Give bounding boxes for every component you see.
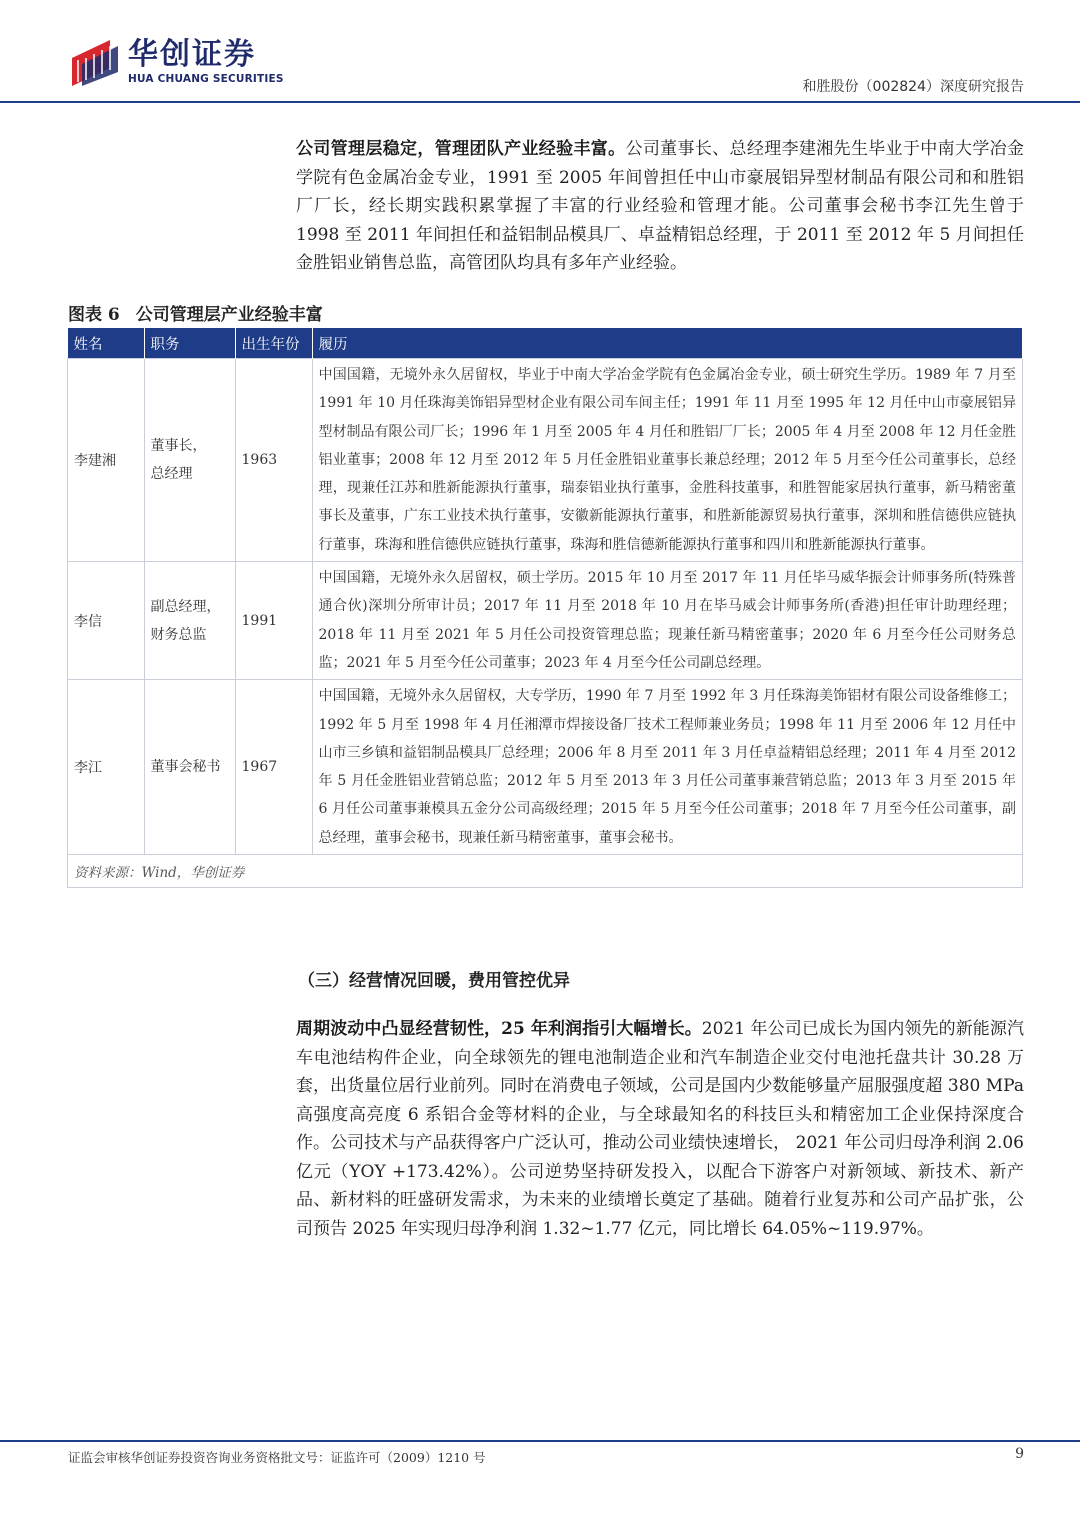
figure-caption: 公司管理层产业经验丰富: [135, 305, 323, 325]
logo-text-en: HUA CHUANG SECURITIES: [128, 73, 284, 85]
cell-resume: 中国国籍，无境外永久居留权，大专学历，1990 年 7 月至 1992 年 3 月任珠海美饰铝材有限公司设备维修工；1992 年 5 月至 1998 年 4 月任湘潭市焊接设备厂技术工程师兼业务员；1998 年 11 月至 2006 年 12 月任中山市三乡镇和益铝制品模具厂总经理；2006 年 8 月至 2011 年 3 月任卓益精铝总经理；2011 年 4 月至 2012 年 5 月任金胜铝业营销总监；2012 年 5 月至 2013 年 3 月任公司董事兼营销总监；2013 年 3 月至 2015 年 6 月任公司董事兼模具五金分公司高级经理；2015 年 5 月至今任公司董事；2018 年 7 月至今任公司董事，副总经理，董事会秘书，现兼任新马精密董事，董事会秘书。: [312, 680, 1023, 855]
footer-divider: [0, 1440, 1080, 1442]
header-name: 姓名: [68, 328, 145, 359]
source-row: [68, 855, 1023, 888]
intro-body: 公司董事长、总经理李建湘先生毕业于中南大学冶金学院有色金属冶金专业，1991 至 2005 年间曾担任中山市豪展铝异型材制品有限公司和和胜铝厂厂长，经长期实践积累掌握了丰富的行业经验和管理才能。公司董事会秘书李江先生曾于 1998 至 2011 年间担任和益铝制品模具厂、卓益精铝总经理，于 2011 至 2012 年 5 月间担任金胜铝业销售总监，高管团队均具有多年产业经验。: [296, 139, 1025, 273]
figure-number: 图表 6: [68, 305, 120, 325]
cell-position: [144, 359, 235, 562]
performance-lead: 周期波动中凸显经营韧性，25 年利润指引大幅增长。: [296, 1019, 702, 1039]
table-row: [68, 359, 1023, 562]
cell-resume: 中国国籍，无境外永久居留权，毕业于中南大学冶金学院有色金属冶金专业，硕士研究生学历。1989 年 7 月至 1991 年 10 月任珠海美饰铝异型材企业有限公司车间主任；1991 年 11 月至 1995 年 12 月任中山市豪展铝异型材制品有限公司厂长；1996 年 1 月至 2005 年 4 月任和胜铝厂厂长；2005 年 4 月至 2008 年 12 月任金胜铝业董事；2008 年 12 月至 2012 年 5 月任金胜铝业董事长兼总经理；2012 年 5 月至今任公司董事长，总经理，现兼任江苏和胜新能源执行董事，瑞泰铝业执行董事，金胜科技董事，和胜智能家居执行董事，新马精密董事长及董事，广东工业技术执行董事，安徽新能源执行董事，和胜新能源贸易执行董事，深圳和胜信德供应链执行董事，珠海和胜信德供应链执行董事，珠海和胜信德新能源执行董事和四川和胜新能源执行董事。: [312, 359, 1023, 562]
page-number: 9: [1015, 1446, 1024, 1462]
table-header-row: [68, 328, 1023, 359]
report-title: 和胜股份（002824）深度研究报告: [802, 79, 1024, 95]
header-position: 职务: [144, 328, 235, 359]
logo-text-cn: 华创证券: [128, 37, 256, 72]
table-row: [68, 562, 1023, 680]
position-line: 总经理: [150, 466, 193, 483]
cell-position: [144, 680, 235, 855]
section-heading: （三）经营情况回暖，费用管控优异: [298, 971, 570, 991]
figure-title: [68, 300, 323, 325]
page-header: [0, 0, 1080, 104]
cell-year: 1963: [235, 359, 312, 562]
position-line: 董事会秘书: [150, 759, 221, 776]
header-divider: [0, 101, 1080, 103]
cell-position: [144, 562, 235, 680]
cell-resume: 中国国籍，无境外永久居留权，硕士学历。2015 年 10 月至 2017 年 11 月任毕马威华振会计师事务所(特殊普通合伙)深圳分所审计员；2017 年 11 月至 2018 年 10 月在毕马威会计师事务所(香港)担任审计助理经理；2018 年 11 月至 2021 年 5 月任公司投资管理总监；现兼任新马精密董事；2020 年 6 月至今任公司财务总监；2021 年 5 月至今任公司董事；2023 年 4 月至今任公司副总经理。: [312, 562, 1023, 680]
cell-year: 1991: [235, 562, 312, 680]
intro-paragraph: [296, 135, 1024, 278]
cell-name: 李江: [68, 680, 145, 855]
performance-paragraph: [296, 1015, 1024, 1243]
logo-mark-icon: [70, 38, 120, 88]
position-line: 副总经理，: [150, 598, 221, 615]
position-line: 财务总监: [150, 626, 207, 643]
table-source: 资料来源：Wind，华创证券: [68, 855, 1023, 888]
header-birth-year: 出生年份: [235, 328, 312, 359]
cell-year: 1967: [235, 680, 312, 855]
performance-body: 2021 年公司已成长为国内领先的新能源汽车电池结构件企业，向全球领先的锂电池制造企业和汽车制造企业交付电池托盘共计 30.28 万套，出货量位居行业前列。同时在消费电子领域，公司是国内少数能够量产屈服强度超 380 MPa 高强度高亮度 6 系铝合金等材料的企业，与全球最知名的科技巨头和精密加工企业保持深度合作。公司技术与产品获得客户广泛认可，推动公司业绩快速增长， 2021 年公司归母净利润 2.06 亿元（YOY +173.42%）。公司逆势坚持研发投入，以配合下游客户对新领域、新技术、新产品、新材料的旺盛研发需求，为未来的业绩增长奠定了基础。随着行业复苏和公司产品扩张，公司预告 2025 年实现归母净利润 1.32~1.77 亿元，同比增长 64.05%~119.97%。: [296, 1019, 1025, 1239]
footer-license: 证监会审核华创证券投资咨询业务资格批文号：证监许可（2009）1210 号: [68, 1450, 486, 1465]
position-line: 董事长，: [150, 438, 207, 455]
intro-lead: 公司管理层稳定，管理团队产业经验丰富。: [296, 139, 626, 159]
management-table: [67, 328, 1023, 888]
table-row: [68, 680, 1023, 855]
header-resume: 履历: [312, 328, 1023, 359]
cell-name: 李信: [68, 562, 145, 680]
cell-name: 李建湘: [68, 359, 145, 562]
